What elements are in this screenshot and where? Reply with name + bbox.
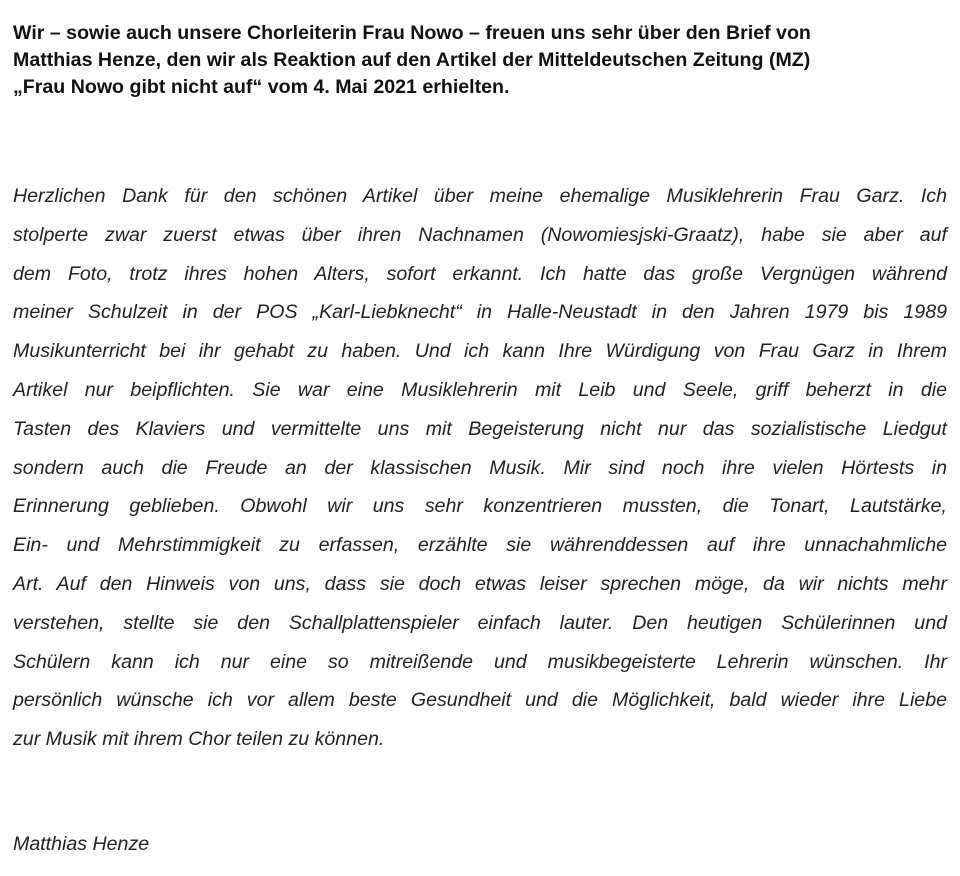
letter-line: Ein- und Mehrstimmigkeit zu erfassen, erzählte sie währenddessen auf ihre unnachahmliche (13, 534, 947, 557)
letter-line: meiner Schulzeit in der POS „Karl-Liebknecht“ in Halle-Neustadt in den Jahren 1979 bis 1989 (13, 301, 947, 324)
intro-line: „Frau Nowo gibt nicht auf“ vom 4. Mai 2021 erhielten. (13, 76, 510, 98)
letter-line: Herzlichen Dank für den schönen Artikel über meine ehemalige Musiklehrerin Frau Garz. Ich (13, 185, 947, 207)
intro-paragraph (13, 20, 947, 101)
letter-line: Schülern kann ich nur eine so mitreißende und musikbegeisterte Lehrerin wünschen. Ihr (13, 650, 947, 673)
letter-line: stolperte zwar zuerst etwas über ihren Nachnamen (Nowomiesjski-Graatz), habe sie aber auf (13, 223, 947, 246)
letter-line: Tasten des Klaviers und vermittelte uns mit Begeisterung nicht nur das sozialistische Liedgut (13, 417, 947, 440)
letter-line: Erinnerung geblieben. Obwohl wir uns sehr konzentrieren mussten, die Tonart, Lautstärke, (13, 495, 947, 518)
intro-line: Wir – sowie auch unsere Chorleiterin Frau Nowo – freuen uns sehr über den Brief von (13, 22, 811, 44)
letter-line: verstehen, stellte sie den Schallplattenspieler einfach lauter. Den heutigen Schülerinnen und (13, 611, 947, 634)
intro-line: Matthias Henze, den wir als Reaktion auf den Artikel der Mitteldeutschen Zeitung (MZ) (13, 49, 811, 71)
letter-line: Artikel nur beipflichten. Sie war eine Musiklehrerin mit Leib und Seele, griff beherzt in die (13, 378, 947, 401)
signature: Matthias Henze (13, 833, 150, 855)
letter-body (13, 177, 947, 759)
letter-line: zur Musik mit ihrem Chor teilen zu können. (13, 728, 385, 751)
letter-line: Musikunterricht bei ihr gehabt zu haben. Und ich kann Ihre Würdigung von Frau Garz in Ihrem (13, 340, 947, 363)
letter-line: sondern auch die Freude an der klassischen Musik. Mir sind noch ihre vielen Hörtests in (13, 456, 947, 479)
letter-line: dem Foto, trotz ihres hohen Alters, sofort erkannt. Ich hatte das große Vergnügen während (13, 262, 947, 285)
letter-line: Art. Auf den Hinweis von uns, dass sie doch etwas leiser sprechen möge, da wir nichts mehr (13, 572, 947, 595)
letter-line: persönlich wünsche ich vor allem beste Gesundheit und die Möglichkeit, bald wieder ihre Liebe (13, 689, 947, 712)
